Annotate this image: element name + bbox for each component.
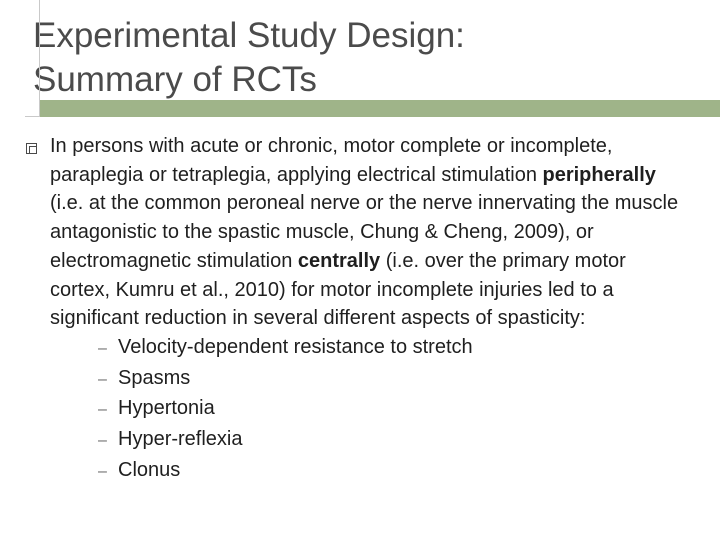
list-item (98, 364, 690, 395)
dash-bullet-icon: – (98, 370, 107, 388)
bullet-text-part-3: (i.e. over the primary motor cortex, Kumru et al., 2010) for motor incomplete injuries led to a significant reduction in several different aspects of spasticity: (50, 249, 626, 330)
list-item-label: Hypertonia (118, 397, 215, 420)
dash-bullet-icon: – (98, 462, 107, 480)
bullet-bold-peripherally: peripherally (542, 163, 656, 186)
list-item-label: Hyper-reflexia (118, 428, 243, 451)
slide-title-line-1: Experimental Study Design: (33, 16, 465, 55)
dash-bullet-icon: – (98, 401, 107, 419)
square-bullet-icon (26, 143, 37, 154)
list-item (98, 425, 690, 456)
title-accent-border (25, 0, 40, 117)
list-item-label: Velocity-dependent resistance to stretch (118, 335, 473, 358)
list-item (98, 456, 690, 487)
title-accent-bar (40, 100, 720, 117)
spasticity-aspects-list (50, 333, 690, 487)
bullet-text-part-1: In persons with acute or chronic, motor complete or incomplete, paraplegia or tetraplegia, applying electrical stimulation (50, 135, 613, 186)
dash-bullet-icon: – (98, 432, 107, 450)
list-item-label: Clonus (118, 458, 181, 481)
slide-title (33, 14, 465, 102)
list-item-label: Spasms (118, 366, 191, 389)
bullet-text-part-2: (i.e. at the common peroneal nerve or the nerve innervating the muscle antagonistic to the spastic muscle, Chung & Cheng, 2009), or electromagnetic stimulation (50, 192, 679, 272)
bullet-bold-centrally: centrally (297, 249, 381, 272)
slide-title-line-2: Summary of RCTs (33, 60, 317, 99)
dash-bullet-icon: – (98, 339, 107, 357)
list-item (98, 333, 690, 364)
bullet-paragraph (50, 132, 690, 333)
slide-body (50, 132, 690, 486)
list-item (98, 394, 690, 425)
